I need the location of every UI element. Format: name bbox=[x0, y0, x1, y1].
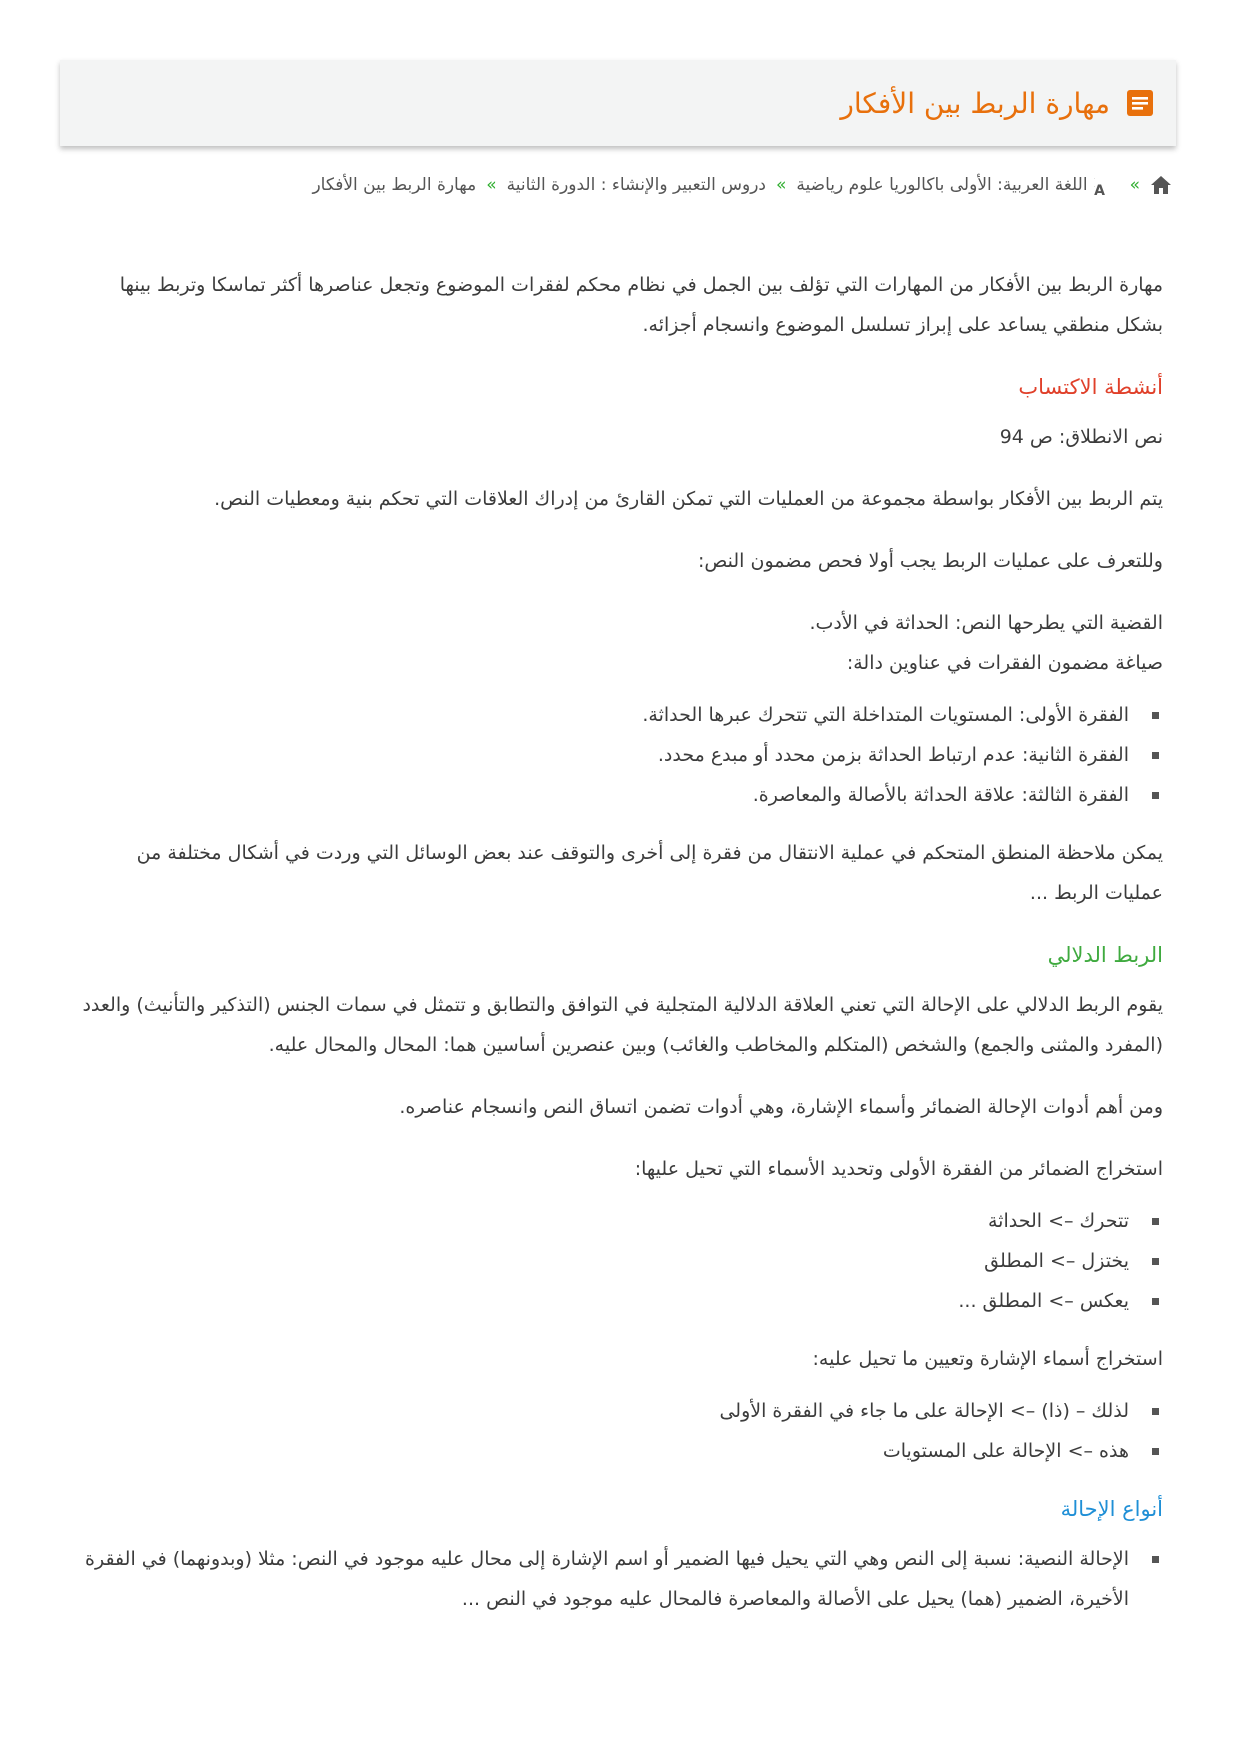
translate-icon[interactable] bbox=[1094, 173, 1120, 197]
paragraph: ومن أهم أدوات الإحالة الضمائر وأسماء الإشارة، وهي أدوات تضمن اتساق النص وانسجام عناصره. bbox=[399, 1096, 1163, 1118]
breadcrumb-separator: » bbox=[1129, 175, 1140, 195]
paragraph-titles-list bbox=[73, 695, 1163, 815]
paragraph: يمكن ملاحظة المنطق المتحكم في عملية الانتقال من فقرة إلى أخرى والتوقف عند بعض الوسائل التي وردت في أشكال مختلفة من عمليات الربط ... bbox=[136, 842, 1163, 904]
pronouns-list bbox=[73, 1201, 1163, 1321]
breadcrumb-item-subject[interactable]: اللغة العربية: الأولى باكالوريا علوم رياضية bbox=[796, 175, 1088, 195]
paragraph: وللتعرف على عمليات الربط يجب أولا فحص مضمون النص: bbox=[697, 550, 1163, 572]
list-item: يختزل –> المطلق bbox=[73, 1241, 1129, 1281]
list-item: يعكس –> المطلق ... bbox=[73, 1281, 1129, 1321]
list-item: الإحالة النصية: نسبة إلى النص وهي التي يحيل فيها الضمير أو اسم الإشارة إلى محال عليه موجود في النص: مثلا (وبدونهما) في الفقرة الأخيرة، الضمير (هما) يحيل على الأصالة والمعاصرة فالمحال عليه موجود في النص ... bbox=[73, 1539, 1129, 1619]
home-icon[interactable] bbox=[1150, 175, 1172, 195]
article-content bbox=[73, 265, 1163, 1637]
paragraph: استخراج الضمائر من الفقرة الأولى وتحديد الأسماء التي تحيل عليها: bbox=[634, 1158, 1163, 1180]
document-icon bbox=[1124, 87, 1156, 119]
list-item: الفقرة الأولى: المستويات المتداخلة التي تتحرك عبرها الحداثة. bbox=[73, 695, 1129, 735]
breadcrumb bbox=[312, 168, 1172, 202]
section-heading-semantic-linking: الربط الدلالي bbox=[1047, 943, 1163, 967]
section-heading-acquisition: أنشطة الاكتساب bbox=[1018, 375, 1163, 399]
intro-paragraph: مهارة الربط بين الأفكار من المهارات التي تؤلف بين الجمل في نظام محكم لفقرات الموضوع وتجعل عناصرها أكثر تماسكا وتربط بينها بشكل منطقي يساعد على إبراز تسلسل الموضوع وانسجام أجزائه. bbox=[119, 274, 1163, 336]
demonstratives-list bbox=[73, 1391, 1163, 1471]
breadcrumb-item-lessons[interactable]: دروس التعبير والإنشاء : الدورة الثانية bbox=[506, 175, 766, 195]
title-card bbox=[60, 60, 1176, 146]
breadcrumb-separator: » bbox=[776, 175, 787, 195]
paragraph: استخراج أسماء الإشارة وتعيين ما تحيل عليه: bbox=[812, 1348, 1163, 1370]
paragraph: يقوم الربط الدلالي على الإحالة التي تعني العلاقة الدلالية المتجلية في التوافق والتطابق و تتمثل في سمات الجنس (التذكير والتأنيث) والعدد (المفرد والمثنى والجمع) والشخص (المتكلم والمخاطب والغائب) وبين عنصرين أساسين هما: المحال والمحال عليه. bbox=[82, 994, 1163, 1056]
list-item: الفقرة الثالثة: علاقة الحداثة بالأصالة والمعاصرة. bbox=[73, 775, 1129, 815]
paragraph: صياغة مضمون الفقرات في عناوين دالة: bbox=[846, 652, 1163, 674]
breadcrumb-item-current: مهارة الربط بين الأفكار bbox=[312, 175, 477, 195]
section-heading-reference-types: أنواع الإحالة bbox=[1060, 1497, 1163, 1521]
svg-text:A: A bbox=[1093, 183, 1105, 197]
reference-types-list bbox=[73, 1539, 1163, 1619]
paragraph: يتم الربط بين الأفكار بواسطة مجموعة من العمليات التي تمكن القارئ من إدراك العلاقات التي تحكم بنية ومعطيات النص. bbox=[214, 488, 1163, 510]
paragraph: القضية التي يطرحها النص: الحداثة في الأدب. bbox=[809, 612, 1163, 634]
page-title: مهارة الربط بين الأفكار bbox=[840, 86, 1110, 120]
list-item: الفقرة الثانية: عدم ارتباط الحداثة بزمن محدد أو مبدع محدد. bbox=[73, 735, 1129, 775]
list-item: تتحرك –> الحداثة bbox=[73, 1201, 1129, 1241]
breadcrumb-separator: » bbox=[486, 175, 497, 195]
start-text: نص الانطلاق: ص 94 bbox=[999, 426, 1163, 448]
list-item: لذلك – (ذا) –> الإحالة على ما جاء في الفقرة الأولى bbox=[73, 1391, 1129, 1431]
list-item: هذه –> الإحالة على المستويات bbox=[73, 1431, 1129, 1471]
